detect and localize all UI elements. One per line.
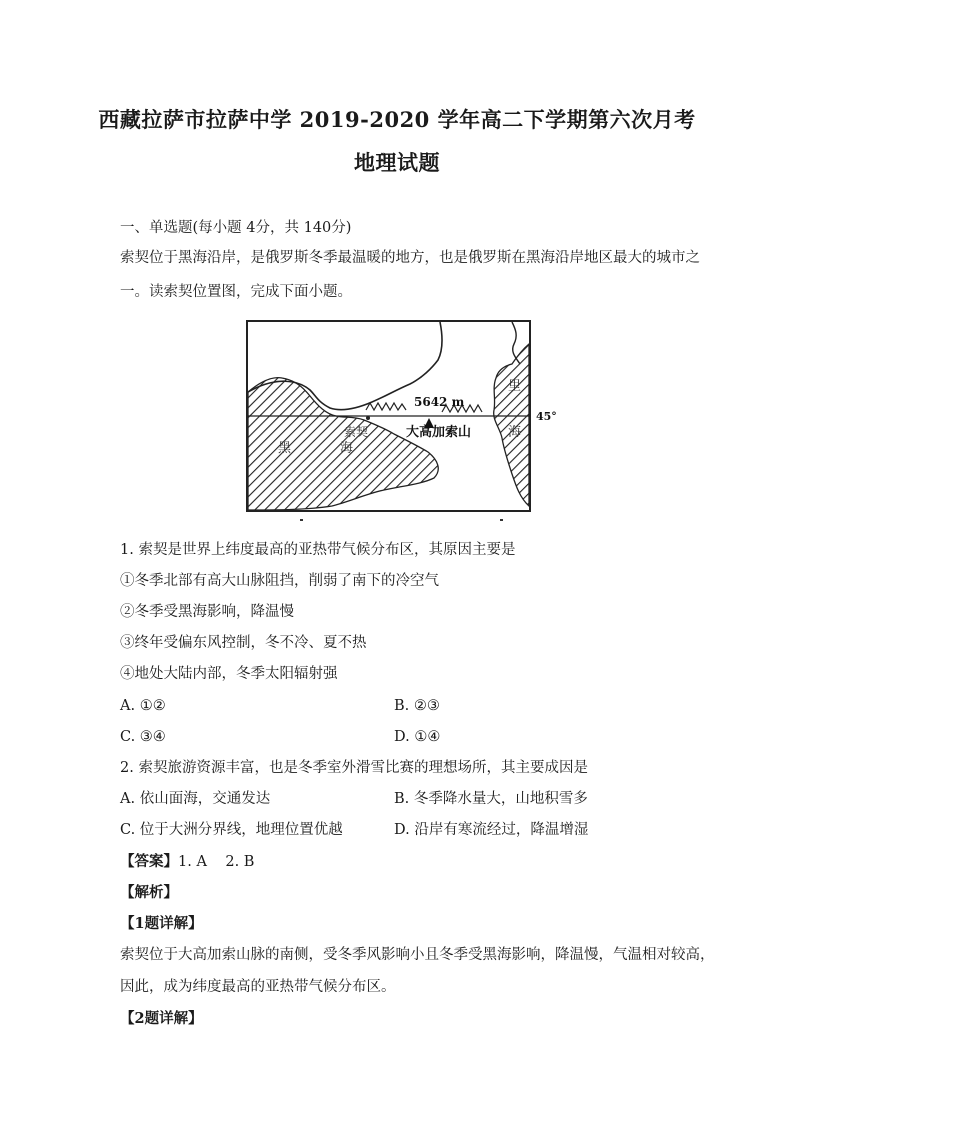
answer-label: 【答案】 [120,853,178,870]
question-1-stem: 1. 索契是世界上纬度最高的亚热带气候分布区，其原因主要是 [120,542,516,558]
q1-option-d: D. ①④ [394,729,441,745]
sochi-location-map [246,320,557,512]
section-heading: 一、单选题(每小题 4分，共 140分) [120,220,352,236]
latitude-label: 45° [536,410,557,423]
page-subtitle: 地理试题 [354,150,440,175]
analysis-label: 【解析】 [120,884,178,901]
q1-statement-3: ③终年受偏东风控制，冬不冷、夏不热 [120,635,367,651]
q1-option-a: A. ①② [120,698,166,714]
q2-option-a: A. 依山面海，交通发达 [120,791,271,807]
answer-text: 1. A 2. B [178,854,255,870]
q2-option-c: C. 位于大洲分界线，地理位置优越 [120,822,343,838]
q1-detail-line-1: 索契位于大高加索山脉的南侧，受冬季风影响小且冬季受黑海影响，降温慢，气温相对较高， [120,947,715,963]
q1-detail-line-2: 因此，成为纬度最高的亚热带气候分布区。 [120,979,396,995]
q2-option-b: B. 冬季降水量大，山地积雪多 [394,791,588,807]
map-tick-mark [500,519,503,521]
question-2-stem: 2. 索契旅游资源丰富，也是冬季室外滑雪比赛的理想场所，其主要成因是 [120,760,588,776]
peak-elevation-label: 5642 m [414,395,465,409]
q1-option-b: B. ②③ [394,698,440,714]
q1-detail-label: 【1题详解】 [120,915,203,932]
q2-detail-label: 【2题详解】 [120,1010,203,1027]
answer-line [120,852,680,872]
q1-statement-2: ②冬季受黑海影响，降温慢 [120,604,294,620]
q1-option-c: C. ③④ [120,729,166,745]
q1-statement-1: ①冬季北部有高大山脉阻挡，削弱了南下的冷空气 [120,573,439,589]
caspian-sea-label-2: 海 [508,425,522,440]
caspian-sea-label-1: 里 [508,379,522,394]
intro-text-line-1: 索契位于黑海沿岸，是俄罗斯冬季最温暖的地方，也是俄罗斯在黑海沿岸地区最大的城市之 [120,250,700,266]
page-title: 西藏拉萨市拉萨中学 2019-2020 学年高二下学期第六次月考 [98,107,696,132]
sochi-city-marker [366,416,370,420]
mountain-label: 大高加索山 [406,425,472,440]
sochi-label: 索契 [344,425,369,439]
intro-text-line-2: 一。读索契位置图，完成下面小题。 [120,284,352,300]
black-sea-label-2: 海 [340,441,354,456]
q1-statement-4: ④地处大陆内部，冬季太阳辐射强 [120,666,338,682]
black-sea-label-1: 黑 [278,441,292,456]
map-tick-mark [300,519,303,521]
q2-option-d: D. 沿岸有寒流经过，降温增湿 [394,822,589,838]
